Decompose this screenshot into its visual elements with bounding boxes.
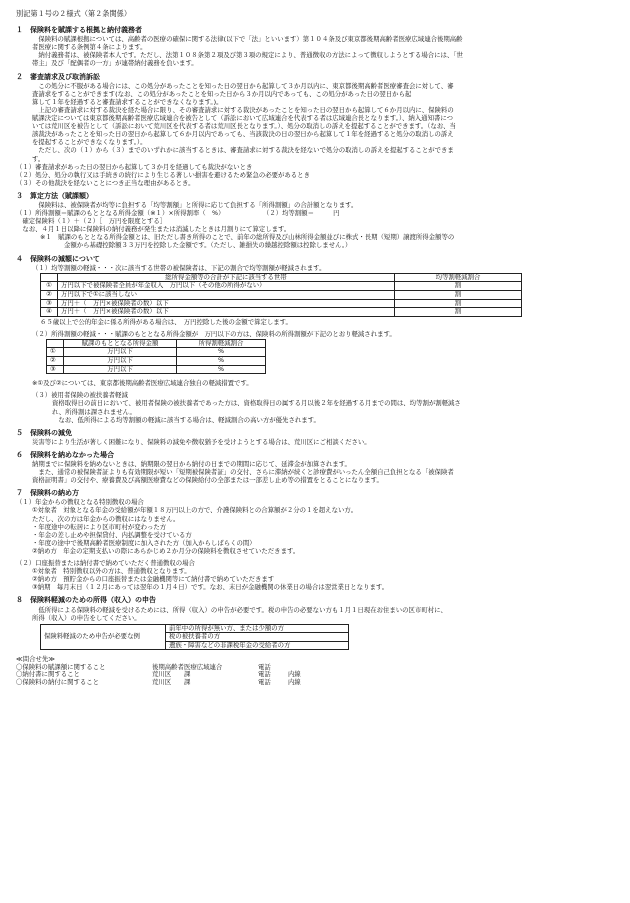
section-4	[16, 255, 614, 424]
table-label-cell: 保険料軽減のため申告が必要な例	[41, 624, 166, 650]
table-cell: 割	[395, 282, 522, 291]
table-header-cell: 均等割軽減割合	[395, 273, 522, 282]
paragraph-line: 者医療に関する条例第４条によります。	[32, 43, 147, 52]
paragraph-line: この処分に不服がある場合には、この処分があったことを知った日の翌日から起算して３か月以内に、東京都後期高齢者医療審査会に対して、審	[32, 81, 454, 90]
income-share-reduction-table	[46, 339, 266, 374]
list-item: （２）処分、処分の執行又は手続きの続行により生じる著しい損害を避けるため緊急の必要があるとき	[16, 170, 310, 179]
section-5	[16, 429, 614, 446]
section-1-title: １ 保険料を賦課する根拠と納付義務者	[16, 26, 142, 35]
paragraph-line: ６５歳以上で公的年金に係る所得がある場合は、 万円控除した後の金額で算定します。	[40, 317, 292, 326]
paragraph-line: ・年度の途中で後期高齢者医療制度に加入された方（加入からしばらくの間）	[32, 538, 256, 547]
table-cell: %	[177, 365, 266, 374]
paragraph-line: なお、低所得による均等割額の軽減に該当する場合は、軽減割合の高い方が優先されます。	[52, 415, 320, 424]
form-header: 別記第１号の２様式（第２条関係）	[16, 9, 132, 18]
table-header-row	[47, 339, 266, 348]
table-cell: 税の被扶養者の方	[166, 633, 349, 642]
paragraph-line: 資格取得日の前日において、被用者保険の被扶養者であった方は、資格取得日の属する月以後２年を経過する月までの間は、均等割が割軽減さ	[52, 399, 461, 408]
table-cell: ③	[41, 299, 58, 308]
paragraph-line: ・年金の差し止めや担保貸付、内払調整を受けている方	[32, 530, 192, 539]
paragraph-line: 納期までに保険料を納めないときは、納期限の翌日から納付の日までの期間に応じて、延滞金が加算されます。	[32, 460, 351, 468]
inquiry-extension: 内線	[288, 670, 301, 679]
paragraph-line: 納付義務者は、被保険者本人です。ただし、法第１０８条第２項及び第３項の規定により、普通徴収の方法によって徴収しようとする場合には、「世	[32, 51, 463, 60]
paragraph-line: れ、所得割は課されません。	[52, 407, 136, 416]
table-row	[47, 348, 266, 357]
section-7-title: ７ 保険料の納め方	[16, 489, 79, 498]
paragraph-line: ただし、次の方は年金からの徴収にはなりません。	[32, 514, 180, 523]
section-7	[16, 489, 614, 591]
inquiry-subject: 〇保険料の納付に関すること	[16, 677, 100, 686]
table-cell: 万円以下	[64, 365, 177, 374]
subsection-title: （１）均等割額の軽減・・・次に該当する世帯の被保険者は、下記の割合で均等割額が軽減されます。	[32, 263, 326, 272]
note-line: ※①及び②については、東京都後期高齢者医療広域連合独自の軽減措置です。	[32, 379, 253, 388]
paragraph-line: いては荒川区を被告として（訴訟において荒川区を代表する者は荒川区長となります。）、処分の取消しの訴えを提起することができます。（なお、当	[32, 122, 456, 131]
paragraph-line: ③納期 毎月末日（１２月にあっては翌年の１月４日）です。なお、末日が金融機関の休業日の場合は翌営業日となります。	[32, 583, 389, 592]
inquiry-table	[16, 664, 307, 687]
list-item: （１）審査請求があった日の翌日から起算して３か月を経過しても裁決がないとき	[16, 162, 253, 171]
section-8-title: ８ 保険料軽減のための所得（収入）の申告	[16, 596, 156, 605]
table-cell: ③	[47, 365, 64, 374]
note-line: 金額から基礎控除額３３万円を控除した金額です。（ただし、雑損失の繰越控除額は控除しません。）	[64, 241, 352, 250]
inquiry-phone: 電話	[258, 662, 271, 671]
subsection-title: （２）口座振替または納付書で納めていただく普通徴収の場合	[16, 559, 195, 568]
inquiry-title: ≪問合せ先≫	[16, 655, 55, 664]
section-2	[16, 73, 614, 187]
table-cell: 遺族・障害などの非課税年金の受給者の方	[166, 641, 349, 650]
table-cell: 万円以下で被保険者全員が年金収入 万円以下（その他の所得がない）	[58, 282, 395, 291]
paragraph-line: また、通常の被保険者証よりも有効期限が短い「短期被保険者証」の交付、さらに滞納が続くと診療費がいったん全額自己負担となる「被保険者	[32, 468, 454, 477]
inquiry-phone: 電話	[258, 677, 271, 686]
table-header-cell: 所得割軽減割合	[177, 339, 266, 348]
paragraph-line: ①対象者 特別徴収以外の方は、普通徴収となります。	[32, 567, 191, 576]
inquiry-contact: 後期高齢者医療広域連合	[152, 662, 223, 671]
paragraph-line: 低所得による保険料の軽減を受けるためには、所得（収入）の申告が必要です。税の申告の必要ない方も１月１日現在お住まいの区市町村に、	[32, 605, 447, 614]
subsection-title: （１）年金からの徴収となる特別徴収の場合	[16, 498, 144, 507]
paragraph-line: なお、４月１日以降に保険料の納付義務が発生または消滅したときは月割りにて算定します。	[16, 225, 291, 234]
inquiry-phone: 電話	[258, 670, 271, 679]
paragraph-line: ・年度途中の転居により区市町村が変わった方	[32, 522, 167, 531]
table-header-cell: 賦課のもととなる所得金額	[64, 339, 177, 348]
paragraph-line: ②納め方 年金の定期支払いの際にあらかじめ２か月分の保険料を徴収させていただきます。	[32, 546, 300, 555]
table-cell: 万円以下	[64, 357, 177, 366]
table-cell: 前年中の所得が無い方、または少額の方	[166, 624, 349, 633]
table-cell: 割	[395, 290, 522, 299]
inquiry-section	[16, 655, 614, 686]
section-8	[16, 596, 614, 650]
table-header-cell: 総所得金額等の合計が下記に該当する世帯	[58, 273, 395, 282]
table-row	[47, 365, 266, 374]
paragraph-line: 査請求をすることができます(なお、この処分があったことを知った日から３か月以内であっても、この処分があった日の翌日から起	[32, 89, 412, 98]
table-cell: ①	[47, 348, 64, 357]
subsection-title: （２）所得割額の軽減・・・賦課のもととなる所得金額が 万円以下の方は、保険料の所得割額が下記のとおり軽減されます。	[32, 329, 396, 338]
paragraph-line: 所得（収入）の申告をしてください。	[32, 613, 141, 622]
paragraph-line: ただし、次の（１）から（３）までのいずれかに該当するときは、審査請求に対する裁決を経ないで処分の取消しの訴えを提起することができま	[32, 146, 454, 155]
section-3	[16, 192, 614, 250]
section-6	[16, 451, 614, 484]
paragraph-line: 資格証明書」の交付や、療養費及び高額医療費などの保険給付の全部または一部差し止め等の措置をとることになります。	[32, 476, 383, 485]
table-cell: 割	[395, 299, 522, 308]
paragraph-line: ①対象者 対象となる年金の受給額が年額１８万円以上の方で、介護保険料との合算額が２分の１を超えない方。	[32, 506, 358, 515]
paragraph-line: 保険料は、被保険者が均等に負担する「均等割額」と所得に応じて負担する「所得割額」の合計額となります。	[32, 200, 358, 209]
inquiry-subject: 〇保険料の賦課額に関すること	[16, 662, 106, 671]
table-cell: %	[177, 348, 266, 357]
table-row	[41, 290, 522, 299]
declaration-examples-table	[40, 624, 349, 651]
table-cell: ②	[41, 290, 58, 299]
paragraph-line: 上記の審査請求に対する裁決を経た場合に限り、その審査請求に対する裁決があったことを知った日の翌日から起算して６か月以内に、保険料の	[32, 105, 454, 114]
table-cell: 万円以下	[64, 348, 177, 357]
section-5-title: ５ 保険料の減免	[16, 428, 72, 437]
paragraph-line: を提起することができなくなります。）。	[32, 138, 147, 147]
inquiry-contact: 荒川区 課	[152, 670, 191, 679]
table-cell: %	[177, 357, 266, 366]
section-3-title: ３ 算定方法（賦課額）	[16, 191, 93, 200]
table-cell: ④	[41, 308, 58, 317]
table-row	[47, 357, 266, 366]
paragraph-line: 確定保険料（１）＋（２）［ 万円を限度とする］	[16, 217, 167, 226]
section-4-title: ４ 保険料の減額について	[16, 254, 100, 263]
inquiry-subject: 〇納付書に関すること	[16, 670, 80, 679]
paragraph-line: ②納め方 預貯金からの口座振替または金融機関等にて納付書で納めていただきます	[32, 575, 275, 584]
inquiry-contact: 荒川区 課	[152, 677, 191, 686]
paragraph-line: （１）所得割額＝賦課のもととなる所得金額（※１）×所得割率（ %） （２）均等割額＝ 円	[16, 209, 340, 218]
list-item: （３）その他裁決を経ないことにつき正当な理由があるとき。	[16, 178, 195, 187]
table-cell: 万円以下で①に該当しない	[58, 290, 395, 299]
section-6-title: ６ 保険料を納めなかった場合	[16, 450, 114, 459]
paragraph-line: 災害等により生活が著しく困難になり、保険料の減免や徴収猶予を受けようとする場合は、荒川区にご相談ください。	[32, 437, 371, 446]
table-cell: 万円＋（ 万円×被保険者の数）以下	[58, 299, 395, 308]
table-cell: ①	[41, 282, 58, 291]
section-2-title: ２ 審査請求及び取消訴訟	[16, 72, 100, 81]
section-1	[16, 26, 614, 67]
inquiry-extension: 内線	[288, 677, 301, 686]
table-row	[41, 308, 522, 317]
table-cell: ②	[47, 357, 64, 366]
paragraph-line: 該裁決があったことを知った日の翌日から起算して６か月以内であっても、当該裁決の日の翌日から起算して１年を経過すると処分の取消しの訴え	[32, 130, 454, 139]
paragraph-line: 賦課決定については東京都後期高齢者医療広域連合を被告として（訴訟において広域連合を代表する者は広域連合長となります。）、納入通知書につ	[32, 114, 454, 123]
inquiry-row	[16, 679, 307, 687]
subsection-title: （３）被用者保険の被扶養者軽減	[32, 391, 128, 400]
equal-share-reduction-table	[40, 273, 522, 317]
paragraph-line: 帯主」及び「配偶者の一方」が連帯納付義務を負います。	[32, 59, 198, 68]
paragraph-line: す。	[32, 154, 45, 163]
paragraph-line: 算して１年を経過すると審査請求することができなくなります。)。	[32, 97, 223, 106]
note-line: ※１ 賦課のもととなる所得金額とは、旧ただし書き所得のことで、前年の総所得及び山林所得金額並びに株式・長期（短期）譲渡所得金額等の	[40, 233, 455, 242]
paragraph-line: 保険料の賦課根拠については、高齢者の医療の確保に関する法律(以下で「法」といいます）第１０４条及び東京都後期高齢者医療広域連合後期高齢	[32, 35, 463, 44]
table-cell: 割	[395, 308, 522, 317]
table-cell: 万円＋（ 万円×被保険者の数）以下	[58, 308, 395, 317]
